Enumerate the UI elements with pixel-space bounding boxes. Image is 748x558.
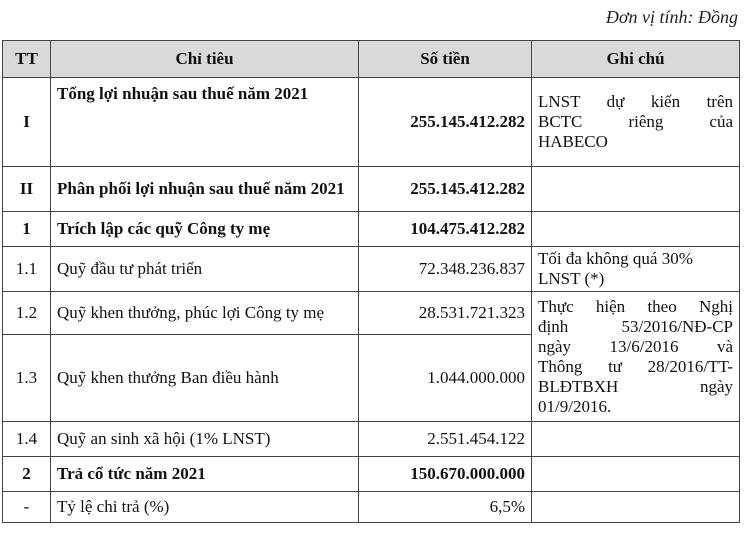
row-amount: 150.670.000.000 (359, 457, 532, 492)
note-line: HABECO (538, 132, 608, 151)
row-item: Quỹ đầu tư phát triển (51, 247, 359, 292)
row-note (532, 247, 740, 292)
note-line: Tối đa không quá 30% (538, 249, 693, 268)
row-item: Phân phối lợi nhuận sau thuế năm 2021 (51, 167, 359, 212)
row-tt: II (3, 167, 51, 212)
row-amount: 1.044.000.000 (359, 335, 532, 422)
row-note-empty (532, 212, 740, 247)
note-line: ngày 13/6/2016 và (538, 336, 733, 356)
row-item: Trích lập các quỹ Công ty mẹ (51, 212, 359, 247)
header-amount: Số tiền (359, 41, 532, 78)
note-line: BCTC riêng của (538, 112, 733, 131)
row-amount: 6,5% (359, 492, 532, 523)
table-row (3, 167, 740, 212)
header-tt: TT (3, 41, 51, 78)
row-amount: 104.475.412.282 (359, 212, 532, 247)
row-tt: 2 (3, 457, 51, 492)
row-tt: 1.3 (3, 335, 51, 422)
row-tt: 1.2 (3, 292, 51, 335)
unit-label: Đơn vị tính: Đồng (605, 7, 738, 27)
note-line: LNST (*) (538, 269, 605, 288)
table-row (3, 247, 740, 292)
row-amount: 72.348.236.837 (359, 247, 532, 292)
row-tt: 1.1 (3, 247, 51, 292)
profit-distribution-table (2, 40, 740, 523)
row-tt: - (3, 492, 51, 523)
row-note-empty (532, 492, 740, 523)
row-amount: 255.145.412.282 (359, 78, 532, 167)
note-line: Thực hiện theo Nghị (538, 296, 733, 316)
row-item: Tổng lợi nhuận sau thuế năm 2021 (51, 78, 359, 167)
table-row (3, 492, 740, 523)
table-row (3, 457, 740, 492)
row-item: Quỹ khen thưởng Ban điều hành (51, 335, 359, 422)
row-tt: I (3, 78, 51, 167)
row-note (532, 78, 740, 167)
row-item: Quỹ khen thưởng, phúc lợi Công ty mẹ (51, 292, 359, 335)
header-note: Ghi chú (532, 41, 740, 78)
row-item: Quỹ an sinh xã hội (1% LNST) (51, 422, 359, 457)
row-tt: 1.4 (3, 422, 51, 457)
row-amount: 28.531.721.323 (359, 292, 532, 335)
table-row (3, 292, 740, 335)
note-line: LNST dự kiến trên (538, 92, 733, 111)
note-line: định 53/2016/NĐ-CP (538, 316, 733, 336)
row-note-empty (532, 422, 740, 457)
row-note-empty (532, 167, 740, 212)
note-line: Thông tư 28/2016/TT- (538, 356, 733, 376)
table-header-row (3, 41, 740, 78)
row-item: Tỷ lệ chi trả (%) (51, 492, 359, 523)
table-row (3, 212, 740, 247)
row-tt: 1 (3, 212, 51, 247)
row-note (532, 292, 740, 422)
row-note-empty (532, 457, 740, 492)
note-line: BLĐTBXH ngày (538, 376, 733, 396)
note-line: 01/9/2016. (538, 396, 612, 416)
row-amount: 2.551.454.122 (359, 422, 532, 457)
table-row (3, 422, 740, 457)
header-item: Chỉ tiêu (51, 41, 359, 78)
row-amount: 255.145.412.282 (359, 167, 532, 212)
table-row (3, 78, 740, 167)
row-item: Trả cổ tức năm 2021 (51, 457, 359, 492)
